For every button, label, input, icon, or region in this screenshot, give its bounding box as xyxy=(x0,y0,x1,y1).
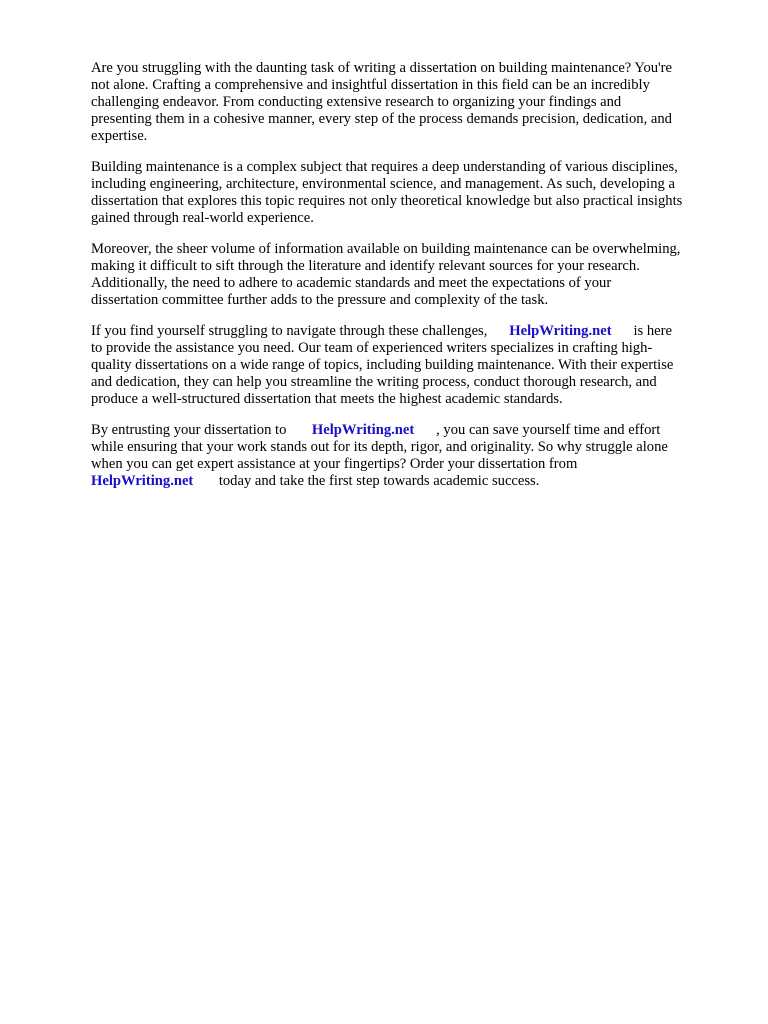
paragraph-assistance xyxy=(91,323,721,408)
paragraph-call-to-action xyxy=(91,422,721,490)
text-line: challenging endeavor. From conducting extensive research to organizing your findings and xyxy=(91,94,622,110)
text-line: Additionally, the need to adhere to academic standards and meet the expectations of your xyxy=(91,275,612,291)
text-line: while ensuring that your work stands out for its depth, rigor, and originality. So why struggle alone xyxy=(91,439,668,455)
text-line: presenting them in a cohesive manner, every step of the process demands precision, dedication, and xyxy=(91,111,672,127)
text-segment: If you find yourself struggling to navigate through these challenges, xyxy=(91,323,510,339)
document-page xyxy=(91,60,721,504)
text-line: dissertation committee further adds to the pressure and complexity of the task. xyxy=(91,292,549,308)
text-line: expertise. xyxy=(91,128,148,144)
text-line: gained through real-world experience. xyxy=(91,210,314,226)
paragraph-intro xyxy=(91,60,721,145)
text-segment: , you can save yourself time and effort xyxy=(414,422,661,438)
text-line: including engineering, architecture, environmental science, and management. As such, developing a xyxy=(91,176,675,192)
text-line: Moreover, the sheer volume of information available on building maintenance can be overwhelming, xyxy=(91,241,681,257)
text-segment: today and take the first step towards academic success. xyxy=(193,473,540,489)
paragraph-complexity xyxy=(91,159,721,227)
text-line: when you can get expert assistance at your fingertips? Order your dissertation from xyxy=(91,456,578,472)
text-line: and dedication, they can help you streamline the writing process, conduct thorough research, and xyxy=(91,374,657,390)
helpwriting-link[interactable]: HelpWriting.net xyxy=(509,323,612,339)
text-line xyxy=(91,422,721,439)
text-line: Building maintenance is a complex subject that requires a deep understanding of various disciplines, xyxy=(91,159,678,175)
text-segment: is here xyxy=(611,323,672,339)
text-line: produce a well-structured dissertation that meets the highest academic standards. xyxy=(91,391,563,407)
text-line: not alone. Crafting a comprehensive and insightful dissertation in this field can be an incredibly xyxy=(91,77,650,93)
text-segment: By entrusting your dissertation to xyxy=(91,422,312,438)
text-line: Are you struggling with the daunting task of writing a dissertation on building maintenance? You're xyxy=(91,60,673,76)
text-line xyxy=(91,473,721,490)
text-line: to provide the assistance you need. Our team of experienced writers specializes in crafting high- xyxy=(91,340,653,356)
text-line xyxy=(91,323,721,340)
text-line: quality dissertations on a wide range of topics, including building maintenance. With their expertise xyxy=(91,357,674,373)
text-line: making it difficult to sift through the literature and identify relevant sources for your research. xyxy=(91,258,640,274)
text-line: dissertation that explores this topic requires not only theoretical knowledge but also practical insights xyxy=(91,193,683,209)
paragraph-volume xyxy=(91,241,721,309)
helpwriting-link[interactable]: HelpWriting.net xyxy=(91,473,194,489)
helpwriting-link[interactable]: HelpWriting.net xyxy=(311,422,415,438)
